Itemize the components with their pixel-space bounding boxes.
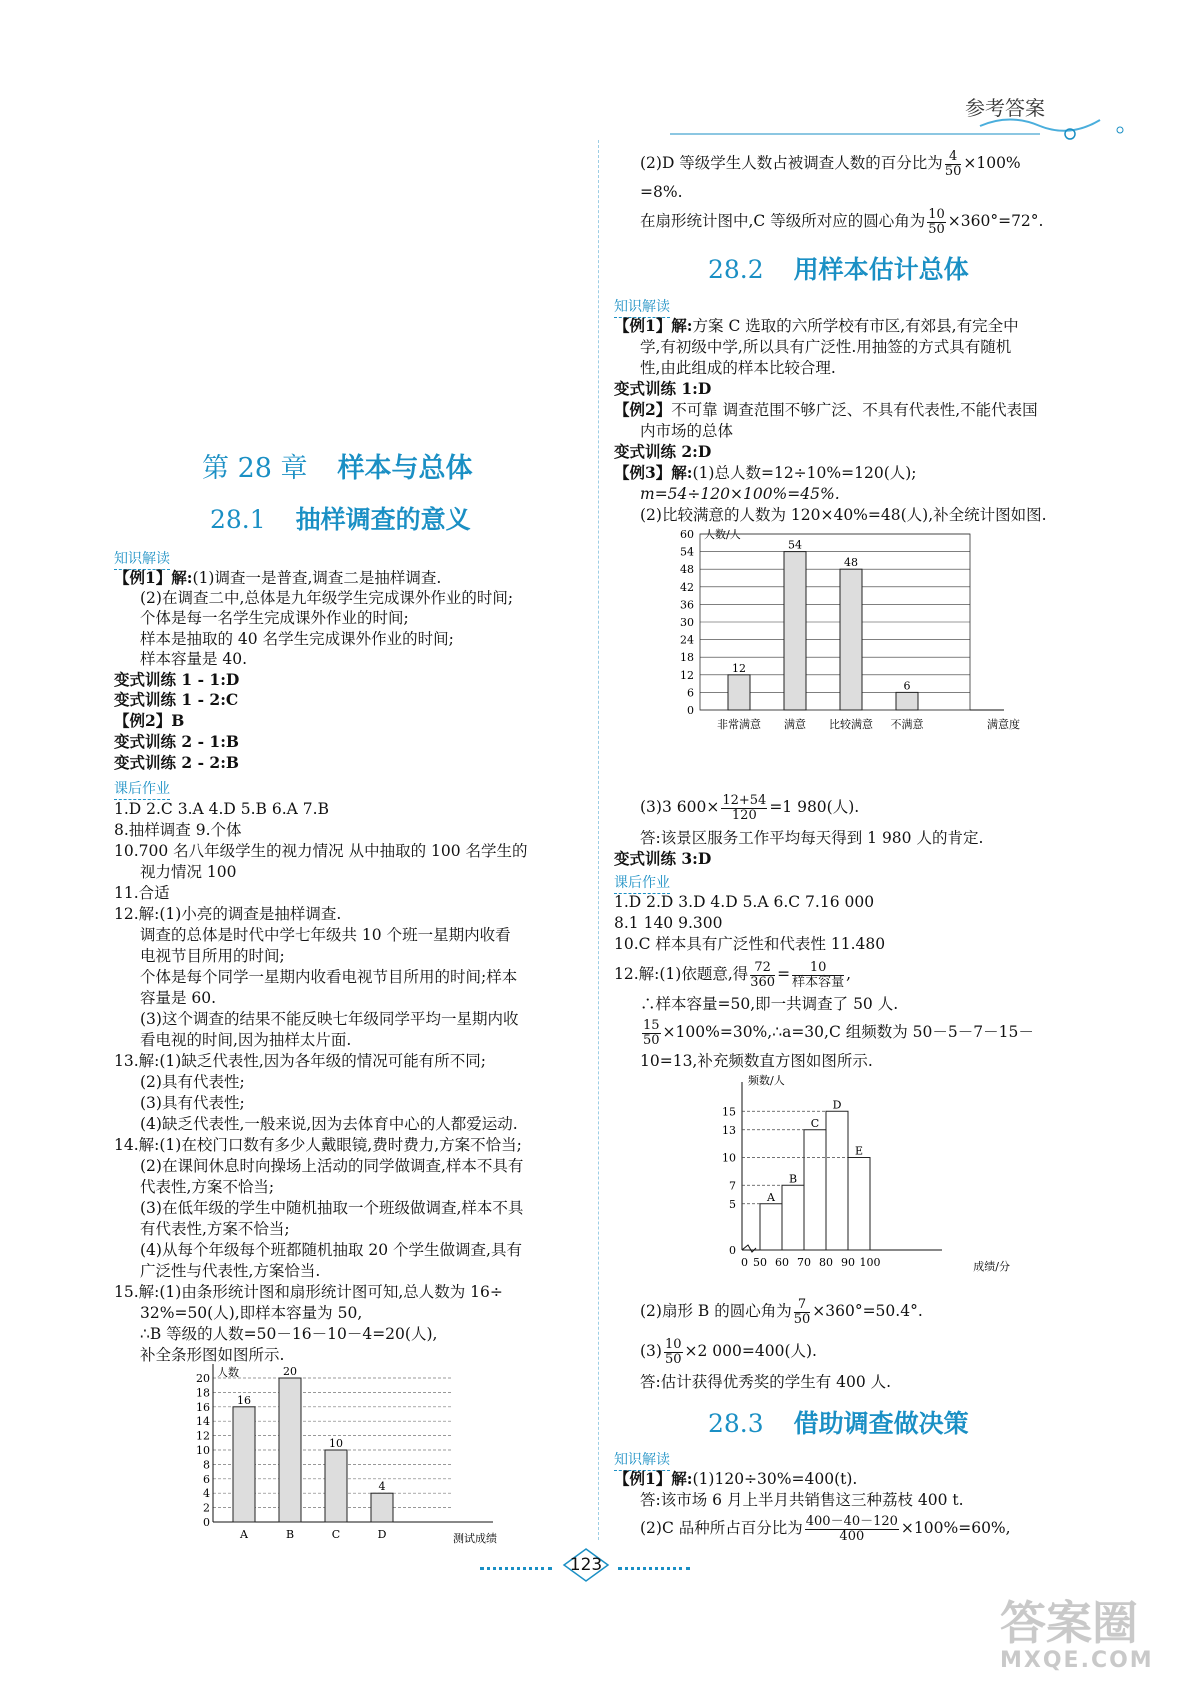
x-tick-label: 非常满意 xyxy=(717,718,761,731)
y-axis-label: 人数 xyxy=(217,1366,239,1379)
x-tick-label: 100 xyxy=(859,1256,881,1269)
bar-value-label: 16 xyxy=(237,1393,251,1407)
answer-line: 11.合适 xyxy=(114,884,170,902)
section-number: 28.2 xyxy=(708,255,764,284)
x-axis-label: 成绩/分 xyxy=(973,1260,1010,1273)
bar-value-label: 48 xyxy=(844,556,858,570)
x-tick-label: 不满意 xyxy=(890,718,924,731)
answer-line: 变式训练 2 - 1:B xyxy=(114,732,240,751)
answer-line: 8.1 140 9.300 xyxy=(614,914,723,932)
y-tick-label: 54 xyxy=(680,545,694,559)
y-tick-label: 0 xyxy=(687,704,694,717)
bar-chart-test-scores xyxy=(195,1364,525,1554)
y-tick-label: 18 xyxy=(196,1386,210,1400)
x-tick-label: 比较满意 xyxy=(829,718,873,731)
answer-line: 样本容量是 40. xyxy=(140,650,248,668)
y-tick-label: 12 xyxy=(196,1429,210,1443)
bar-C xyxy=(325,1450,347,1522)
x-axis-label: 满意度 xyxy=(987,718,1020,731)
answer-line: (3)具有代表性; xyxy=(140,1094,245,1112)
y-tick-label: 0 xyxy=(729,1244,736,1257)
bar-value-label: 6 xyxy=(903,679,911,693)
page-footer xyxy=(480,1548,710,1588)
answer-line: ∴B 等级的人数=50－16－10－4=20(人), xyxy=(140,1325,438,1343)
x-tick-label: 90 xyxy=(841,1256,855,1269)
answer-line: 变式训练 1 - 1:D xyxy=(114,670,240,689)
hist-bar-label: B xyxy=(788,1172,798,1186)
y-tick-label: 16 xyxy=(196,1400,210,1414)
y-tick-label: 2 xyxy=(203,1501,210,1515)
answer-line: =8%. xyxy=(640,183,683,201)
answer-line: (2)D 等级学生人数占被调查人数的百分比为 $\frac{4}{50}$ ×100% xyxy=(640,148,1021,179)
knowledge-label: 知识解读 xyxy=(114,548,170,568)
answer-line: $\frac{15}{50}$ ×100%=30%,∴a=30,C 组频数为 50－5－7－15－ xyxy=(643,1017,1034,1048)
x-tick-label: 80 xyxy=(819,1256,833,1269)
answer-line: (3)在低年级的学生中随机抽取一个班级做调查,样本不具 xyxy=(140,1199,524,1217)
y-tick-label: 36 xyxy=(680,598,694,612)
answer-line: (2)比较满意的人数为 120×40%=48(人),补全统计图如图. xyxy=(640,506,1047,524)
answer-line: 变式训练 1:D xyxy=(614,379,712,398)
bar-B xyxy=(279,1378,301,1522)
x-tick-label: B xyxy=(285,1528,295,1541)
answer-line: 电视节目所用的时间; xyxy=(140,947,285,965)
axis-break-icon xyxy=(742,1245,756,1252)
bar-value-label: 12 xyxy=(732,661,746,675)
page-number: 123 xyxy=(569,1555,603,1575)
bar-2 xyxy=(840,569,862,710)
x-tick-label: C xyxy=(331,1528,341,1541)
answer-line: 【例3】解:(1)总人数=12÷10%=120(人); xyxy=(614,463,917,482)
origin-label: 0 xyxy=(741,1256,748,1269)
fraction: $\frac{10}{50}$ xyxy=(928,206,945,237)
y-tick-label: 30 xyxy=(680,616,694,629)
x-tick-label: 50 xyxy=(753,1256,767,1269)
answer-line: 性,由此组成的样本比较合理. xyxy=(640,359,836,377)
answer-line: 【例2】不可靠 调查范围不够广泛、不具有代表性,不能代表国 xyxy=(614,400,1038,419)
section-number: 28.3 xyxy=(708,1409,764,1438)
answer-line: 有代表性,方案不恰当; xyxy=(140,1220,290,1238)
answer-line: 调查的总体是时代中学七年级共 10 个班一星期内收看 xyxy=(140,926,511,944)
hist-bar-B xyxy=(782,1185,804,1250)
answer-line: 学,有初级中学,所以具有广泛性.用抽签的方式具有随机 xyxy=(640,338,1012,356)
answer-line: 广泛性与代表性,方案恰当. xyxy=(140,1262,321,1280)
x-axis-label: 测试成绩 xyxy=(453,1532,497,1545)
y-axis-label: 频数/人 xyxy=(748,1074,785,1087)
header-title: 参考答案 xyxy=(965,96,1045,120)
bar-value-label: 10 xyxy=(329,1437,343,1450)
page-number-badge xyxy=(566,1550,606,1580)
answer-line: 内市场的总体 xyxy=(640,422,734,440)
answer-line: 【例1】解:方案 C 选取的六所学校有市区,有郊县,有完全中 xyxy=(614,316,1019,335)
section-name: 抽样调查的意义 xyxy=(295,505,471,534)
section-number: 28.1 xyxy=(210,505,266,534)
y-tick-label: 4 xyxy=(203,1487,210,1501)
answer-line: (3) $\frac{10}{50}$ ×2 000=400(人). xyxy=(640,1336,817,1367)
knowledge-label: 知识解读 xyxy=(614,1449,670,1469)
hist-bar-label: A xyxy=(767,1190,775,1204)
y-tick-label: 6 xyxy=(203,1472,210,1486)
hist-bar-label: E xyxy=(854,1144,864,1158)
bar-3 xyxy=(896,692,918,710)
answer-line: 【例1】解:(1)120÷30%=400(t). xyxy=(614,1469,858,1488)
fraction: $\frac{10}{\text{样本容量}}$ xyxy=(792,959,845,990)
x-tick-label: 70 xyxy=(797,1256,811,1269)
y-tick-label: 24 xyxy=(680,633,694,647)
answer-line: 13.解:(1)缺乏代表性,因为各年级的情况可能有所不同; xyxy=(114,1052,486,1070)
hist-bar-label: C xyxy=(810,1116,820,1130)
y-tick-label: 10 xyxy=(196,1444,210,1457)
answer-line: 代表性,方案不恰当; xyxy=(140,1178,275,1196)
y-tick-label: 0 xyxy=(203,1516,210,1529)
answer-line: 变式训练 3:D xyxy=(614,849,712,868)
fraction: $\frac{10}{50}$ xyxy=(664,1336,682,1367)
hist-bar-label: D xyxy=(832,1098,842,1112)
section-name: 借助调查做决策 xyxy=(793,1409,969,1438)
answer-line: 变式训练 2:D xyxy=(614,442,712,461)
fraction: $\frac{72}{360}$ xyxy=(750,959,776,990)
bar-A xyxy=(233,1407,255,1522)
x-tick-label: 满意 xyxy=(784,718,806,731)
answer-line: 【例2】B xyxy=(114,711,185,730)
answer-line: 【例1】解:(1)调查一是普查,调查二是抽样调查. xyxy=(114,568,442,587)
answer-line: (2)在调查二中,总体是九年级学生完成课外作业的时间; xyxy=(140,589,514,607)
homework-label: 课后作业 xyxy=(614,872,670,892)
watermark xyxy=(1000,1598,1185,1680)
hist-bar-A xyxy=(760,1204,782,1250)
answer-line: 1.D 2.D 3.D 4.D 5.A 6.C 7.16 000 xyxy=(614,893,875,911)
chapter-number: 第 28 章 xyxy=(202,453,308,484)
answer-line: 变式训练 2 - 2:B xyxy=(114,753,240,772)
answer-line: 个体是每一名学生完成课外作业的时间; xyxy=(140,609,409,627)
bar-chart-satisfaction xyxy=(670,526,1050,786)
y-tick-label: 7 xyxy=(729,1179,736,1193)
left-column xyxy=(0,0,600,1600)
answer-line: 10.C 样本具有广泛性和代表性 11.480 xyxy=(614,935,886,953)
answer-line: 变式训练 1 - 2:C xyxy=(114,690,239,709)
answer-line: 12.解:(1)依题意,得 $\frac{72}{360}$ = $\frac{10}{\text{样本容量}}$ , xyxy=(614,959,852,990)
answer-line: 补全条形图如图所示. xyxy=(140,1346,285,1364)
section-28-2-title xyxy=(708,250,969,286)
answer-line: 10=13,补充频数直方图如图所示. xyxy=(640,1052,873,1070)
y-tick-label: 20 xyxy=(196,1372,210,1385)
footer-dots-left xyxy=(480,1567,552,1570)
bar-1 xyxy=(784,552,806,710)
answer-line: (2)扇形 B 的圆心角为 $\frac{7}{50}$ ×360°=50.4°. xyxy=(640,1296,923,1327)
answer-line: 答:该景区服务工作平均每天得到 1 980 人的肯定. xyxy=(640,829,984,847)
answer-line: 视力情况 100 xyxy=(140,863,237,881)
answer-line: (3)这个调查的结果不能反映七年级同学平均一星期内收 xyxy=(140,1010,519,1028)
answer-line: (2)具有代表性; xyxy=(140,1073,245,1091)
answer-line: (2)在课间休息时向操场上活动的同学做调查,样本不具有 xyxy=(140,1157,524,1175)
histogram-scores xyxy=(710,1070,1040,1290)
bar-0 xyxy=(728,675,750,710)
watermark-url: MXQE.COM xyxy=(1000,1648,1154,1673)
answer-line: ∴样本容量=50,即一共调查了 50 人. xyxy=(640,995,899,1013)
y-tick-label: 10 xyxy=(722,1151,736,1165)
y-axis-label: 人数/人 xyxy=(704,528,741,541)
answer-line: 容量是 60. xyxy=(140,989,217,1007)
chapter-name: 样本与总体 xyxy=(337,453,473,484)
y-tick-label: 48 xyxy=(680,563,694,577)
bar-D xyxy=(371,1493,393,1522)
bar-value-label: 20 xyxy=(283,1365,297,1378)
answer-line: m=54÷120×100%=45%. xyxy=(640,485,840,503)
fraction: $\frac{4}{50}$ xyxy=(944,148,962,179)
answer-line: 8.抽样调查 9.个体 xyxy=(114,821,242,839)
answer-line: (3)3 600× $\frac{12+54}{120}$ =1 980(人). xyxy=(640,792,860,823)
knowledge-label: 知识解读 xyxy=(614,296,670,316)
y-tick-label: 6 xyxy=(687,686,694,700)
hist-bar-C xyxy=(804,1130,826,1250)
answer-line: (2)C 品种所占百分比为 $\frac{400-40-120}{400}$ ×100%=60%, xyxy=(640,1513,1011,1544)
bar-value-label: 4 xyxy=(378,1480,386,1494)
y-tick-label: 15 xyxy=(722,1105,736,1119)
answer-line: (4)缺乏代表性,一般来说,因为去体育中心的人都爱运动. xyxy=(140,1115,518,1133)
section-28-1-title xyxy=(210,500,471,536)
answer-line: 15.解:(1)由条形统计图和扇形统计图可知,总人数为 16÷ xyxy=(114,1283,503,1301)
y-tick-label: 8 xyxy=(203,1458,210,1472)
answer-line: 看电视的时间,因为抽样太片面. xyxy=(140,1031,352,1049)
y-tick-label: 5 xyxy=(729,1197,736,1211)
homework-label: 课后作业 xyxy=(114,778,170,798)
answer-line: 12.解:(1)小亮的调查是抽样调查. xyxy=(114,905,342,923)
chapter-title xyxy=(202,446,473,485)
answer-line: 32%=50(人),即样本容量为 50, xyxy=(140,1304,363,1322)
y-tick-label: 13 xyxy=(722,1123,736,1137)
y-tick-label: 14 xyxy=(196,1415,210,1429)
hist-bar-E xyxy=(848,1158,870,1251)
section-name: 用样本估计总体 xyxy=(793,255,969,284)
answer-line: 10.700 名八年级学生的视力情况 从中抽取的 100 名学生的 xyxy=(114,842,528,860)
fraction: $\frac{12+54}{120}$ xyxy=(722,792,767,823)
answer-line: 在扇形统计图中,C 等级所对应的圆心角为 $\frac{10}{50}$ ×360°=72°. xyxy=(640,206,1044,237)
answer-line: 答:估计获得优秀奖的学生有 400 人. xyxy=(640,1373,892,1391)
hist-bar-D xyxy=(826,1111,848,1250)
watermark-text: 答案圈 xyxy=(1000,1596,1138,1650)
x-tick-label: D xyxy=(377,1528,387,1541)
answer-line: 样本是抽取的 40 名学生完成课外作业的时间; xyxy=(140,630,454,648)
y-tick-label: 60 xyxy=(680,528,694,541)
answer-line: 14.解:(1)在校门口数有多少人戴眼镜,费时费力,方案不恰当; xyxy=(114,1136,522,1154)
x-tick-label: A xyxy=(240,1528,248,1541)
answer-line: (4)从每个年级每个班都随机抽取 20 个学生做调查,具有 xyxy=(140,1241,522,1259)
footer-dots-right xyxy=(618,1567,690,1570)
y-tick-label: 42 xyxy=(680,580,694,594)
fraction: $\frac{400-40-120}{400}$ xyxy=(805,1513,898,1544)
answer-line: 个体是每个同学一星期内收看电视节目所用的时间;样本 xyxy=(140,968,518,986)
fraction: $\frac{7}{50}$ xyxy=(793,1296,811,1327)
right-column xyxy=(600,0,1190,1600)
fraction: $\frac{15}{50}$ xyxy=(643,1017,660,1048)
section-28-3-title xyxy=(708,1404,969,1440)
y-tick-label: 18 xyxy=(680,651,694,665)
y-tick-label: 12 xyxy=(680,668,694,682)
answer-line: 1.D 2.C 3.A 4.D 5.B 6.A 7.B xyxy=(114,800,329,818)
x-tick-label: 60 xyxy=(775,1256,789,1269)
answer-line: 答:该市场 6 月上半月共销售这三种荔枝 400 t. xyxy=(640,1491,964,1509)
bar-value-label: 54 xyxy=(788,538,802,552)
